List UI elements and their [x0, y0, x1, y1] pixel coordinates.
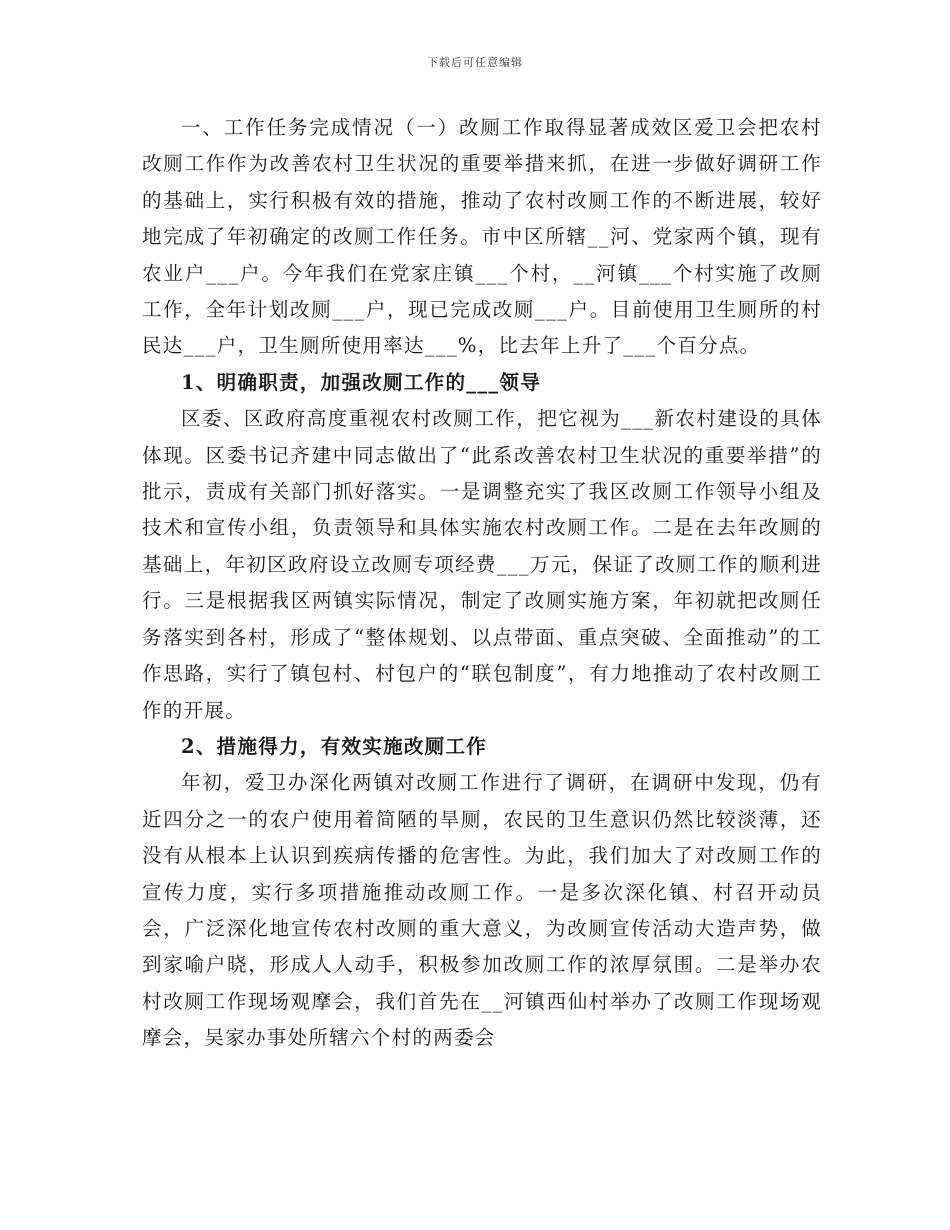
page-header: 下载后可任意编辑 [427, 56, 523, 69]
document-body [142, 110, 822, 1057]
section-heading-measures: 2、措施得力，有效实施改厕工作 [181, 734, 488, 758]
paragraph-responsibilities: 区委、区政府高度重视农村改厕工作，把它视为___新农村建设的具体体现。区委书记齐建中同志做出了“此系改善农村卫生状况的重要举措”的批示，责成有关部门抓好落实。一是调整充实了我区改厕工作领导小组及技术和宣传小组，负责领导和具体实施农村改厕工作。二是在去年改厕的基础上，年初区政府设立改厕专项经费___万元，保证了改厕工作的顺利进行。三是根据我区两镇实际情况，制定了改厕实施方案，年初就把改厕任务落实到各村，形成了“整体规划、以点带面、重点突破、全面推动”的工作思路，实行了镇包村、村包户的“联包制度”，有力地推动了农村改厕工作的开展。 [142, 407, 822, 722]
paragraph-measures: 年初，爱卫办深化两镇对改厕工作进行了调研，在调研中发现，仍有近四分之一的农户使用着简陋的旱厕，农民的卫生意识仍然比较淡薄，还没有从根本上认识到疾病传播的危害性。为此，我们加大了对改厕工作的宣传力度，实行多项措施推动改厕工作。一是多次深化镇、村召开动员会，广泛深化地宣传农村改厕的重大意义，为改厕宣传活动大造声势，做到家喻户晓，形成人人动手，积极参加改厕工作的浓厚氛围。二是举办农村改厕工作现场观摩会，我们首先在__河镇西仙村举办了改厕工作现场观摩会，吴家办事处所辖六个村的两委会 [142, 771, 822, 1050]
section-heading-responsibilities: 1、明确职责，加强改厕工作的___领导 [181, 370, 542, 394]
paragraph-work-completion: 一、工作任务完成情况（一）改厕工作取得显著成效区爱卫会把农村改厕工作作为改善农村卫生状况的重要举措来抓，在进一步做好调研工作的基础上，实行积极有效的措施，推动了农村改厕工作的不断进展，较好地完成了年初确定的改厕工作任务。市中区所辖__河、党家两个镇，现有农业户___户。今年我们在党家庄镇___个村，__河镇___个村实施了改厕工作，全年计划改厕___户，现已完成改厕___户。目前使用卫生厕所的村民达___户，卫生厕所使用率达___%，比去年上升了___个百分点。 [142, 116, 822, 358]
